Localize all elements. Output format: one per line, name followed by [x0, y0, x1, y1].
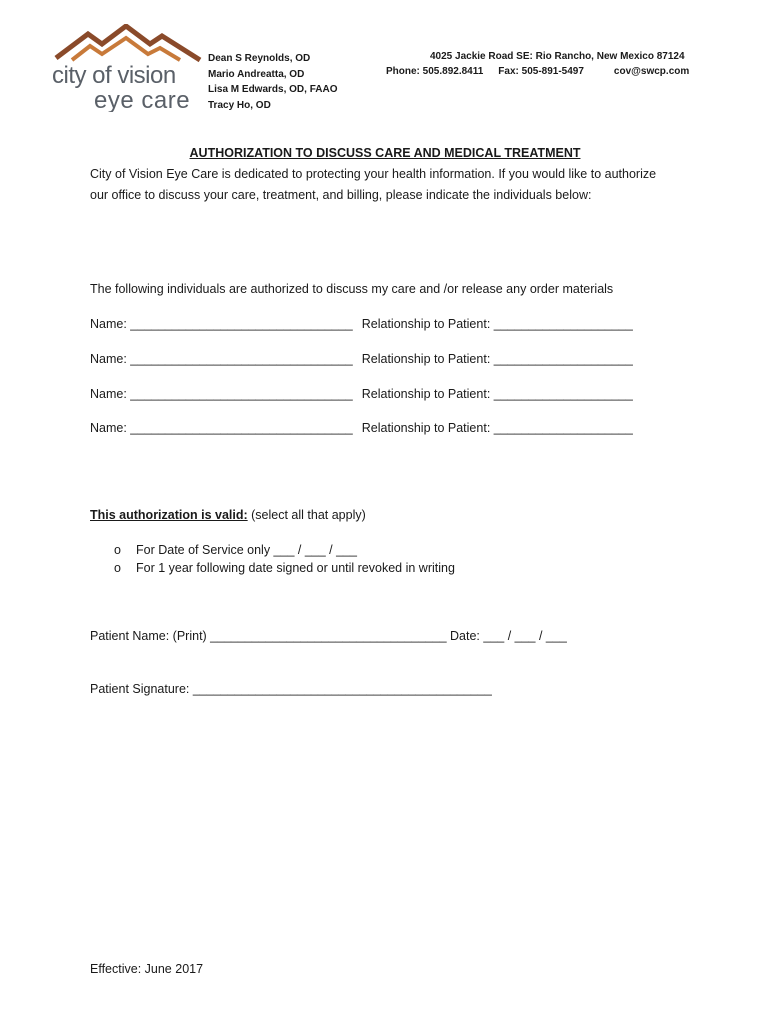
relationship-field[interactable]: Relationship to Patient: ____________________: [361, 352, 633, 366]
contact-line: [386, 66, 689, 77]
patient-signature-field[interactable]: Patient Signature: ___________________________________________: [90, 682, 492, 696]
phone-number: Phone: 505.892.8411: [386, 66, 484, 77]
name-field[interactable]: Name: ________________________________: [90, 387, 353, 401]
name-field[interactable]: Name: ________________________________: [90, 352, 353, 366]
intro-line: our office to discuss your care, treatment, and billing, please indicate the individuals below:: [90, 188, 592, 202]
option-label: For 1 year following date signed or until revoked in writing: [136, 561, 455, 575]
intro-line: City of Vision Eye Care is dedicated to protecting your health information. If you would like to authorize: [90, 167, 657, 181]
name-field[interactable]: Name: ________________________________: [90, 317, 353, 331]
relationship-field[interactable]: Relationship to Patient: ____________________: [361, 387, 633, 401]
form-title: AUTHORIZATION TO DISCUSS CARE AND MEDICAL TREATMENT: [189, 146, 581, 160]
option-bullet[interactable]: o: [114, 561, 121, 575]
patient-name-date-field[interactable]: Patient Name: (Print) __________________________________ Date: ___ / ___ / ___: [90, 629, 567, 643]
authorized-person-row: [90, 352, 633, 366]
validity-heading: This authorization is valid:: [90, 508, 248, 522]
option-label: For Date of Service only ___ / ___ / ___: [136, 543, 357, 557]
name-field[interactable]: Name: ________________________________: [90, 421, 353, 435]
doctor-name: Dean S Reynolds, OD: [208, 53, 311, 64]
authorized-intro: The following individuals are authorized to discuss my care and /or release any order materials: [90, 282, 614, 296]
validity-heading-row: [90, 508, 366, 522]
intro-paragraph: [90, 164, 656, 206]
relationship-field[interactable]: Relationship to Patient: ____________________: [361, 317, 633, 331]
authorized-person-row: [90, 421, 633, 435]
doctor-name: Tracy Ho, OD: [208, 99, 271, 111]
doctor-name: Mario Andreatta, OD: [208, 68, 305, 80]
option-bullet[interactable]: o: [114, 543, 121, 557]
doctor-list: [208, 51, 337, 113]
relationship-field[interactable]: Relationship to Patient: ____________________: [361, 421, 633, 435]
logo-graphic: [50, 24, 208, 112]
logo-line2: eye care: [94, 87, 191, 112]
practice-logo: [50, 24, 208, 112]
validity-note: (select all that apply): [247, 508, 366, 522]
effective-date: Effective: June 2017: [90, 962, 204, 976]
practice-address: 4025 Jackie Road SE: Rio Rancho, New Mexico 87124: [430, 51, 685, 62]
validity-option-date-of-service[interactable]: [114, 543, 357, 557]
authorized-person-row: [90, 387, 633, 401]
logo-line1: city of vision: [52, 62, 176, 89]
email-address: cov@swcp.com: [613, 66, 690, 77]
fax-number: Fax: 505-891-5497: [498, 66, 584, 77]
doctor-name: Lisa M Edwards, OD, FAAO: [208, 84, 338, 95]
authorized-person-row: [90, 317, 633, 331]
logo-roof-inner: [72, 38, 180, 60]
validity-option-one-year[interactable]: [114, 561, 455, 575]
